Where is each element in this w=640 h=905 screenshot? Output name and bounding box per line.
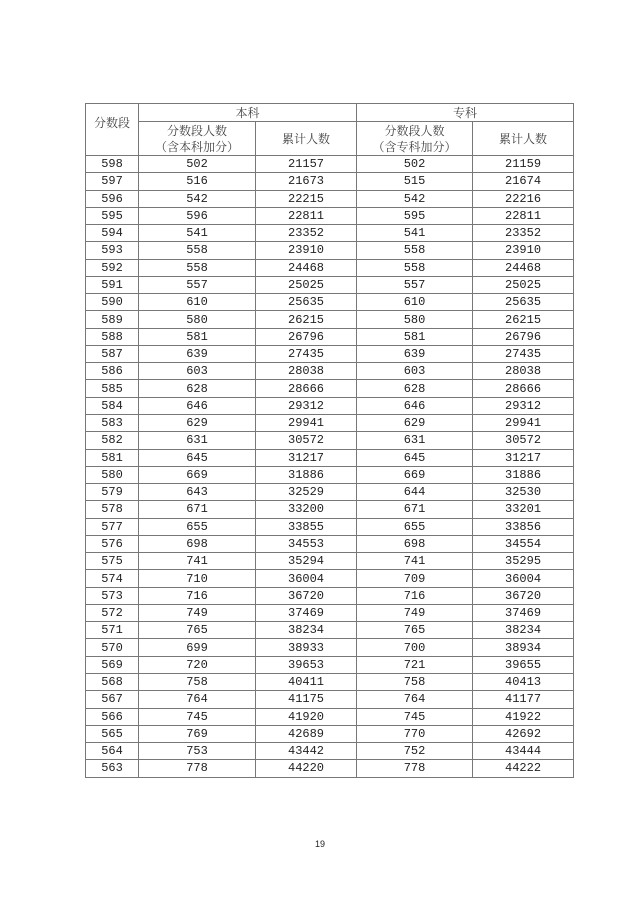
cell-score: 572 [86,604,139,621]
table-row [86,294,574,311]
cell-undergrad-count: 541 [139,225,256,242]
cell-junior-cumulative: 26215 [473,311,574,328]
cell-junior-count: 655 [357,518,473,535]
table-row [86,760,574,777]
cell-junior-cumulative: 22216 [473,190,574,207]
table-row [86,225,574,242]
cell-undergrad-count: 631 [139,432,256,449]
cell-score: 589 [86,311,139,328]
cell-junior-cumulative: 34554 [473,535,574,552]
cell-undergrad-count: 765 [139,622,256,639]
cell-undergrad-cumulative: 22811 [256,207,357,224]
cell-undergrad-count: 769 [139,725,256,742]
cell-junior-cumulative: 32530 [473,484,574,501]
cell-score: 574 [86,570,139,587]
cell-junior-cumulative: 40413 [473,673,574,690]
cell-junior-cumulative: 28038 [473,363,574,380]
cell-undergrad-cumulative: 27435 [256,345,357,362]
cell-undergrad-count: 581 [139,328,256,345]
cell-junior-cumulative: 42692 [473,725,574,742]
cell-junior-cumulative: 25635 [473,294,574,311]
cell-junior-cumulative: 21159 [473,156,574,173]
cell-junior-count: 610 [357,294,473,311]
cell-junior-count: 770 [357,725,473,742]
cell-junior-cumulative: 38234 [473,622,574,639]
cell-undergrad-count: 749 [139,604,256,621]
cell-score: 582 [86,432,139,449]
cell-junior-cumulative: 28666 [473,380,574,397]
cell-junior-count: 671 [357,501,473,518]
header-note: （含专科加分） [372,139,457,154]
table-row [86,190,574,207]
cell-score: 585 [86,380,139,397]
cell-junior-cumulative: 35295 [473,553,574,570]
cell-undergrad-cumulative: 43442 [256,743,357,760]
table-row [86,466,574,483]
cell-undergrad-cumulative: 40411 [256,673,357,690]
cell-junior-count: 628 [357,380,473,397]
header-undergrad-cumulative: 累计人数 [256,122,357,156]
header-label: 分数段人数 [166,123,227,138]
cell-junior-count: 645 [357,449,473,466]
table-row [86,553,574,570]
cell-score: 577 [86,518,139,535]
table-row [86,604,574,621]
cell-score: 588 [86,328,139,345]
cell-undergrad-count: 646 [139,397,256,414]
cell-undergrad-count: 580 [139,311,256,328]
cell-junior-cumulative: 33856 [473,518,574,535]
cell-junior-count: 557 [357,276,473,293]
cell-junior-cumulative: 39655 [473,656,574,673]
cell-undergrad-cumulative: 44220 [256,760,357,777]
cell-undergrad-cumulative: 33855 [256,518,357,535]
table-row [86,518,574,535]
cell-undergrad-count: 516 [139,173,256,190]
cell-junior-cumulative: 26796 [473,328,574,345]
table-row [86,743,574,760]
cell-junior-count: 741 [357,553,473,570]
cell-junior-count: 502 [357,156,473,173]
cell-undergrad-cumulative: 26796 [256,328,357,345]
cell-junior-cumulative: 23352 [473,225,574,242]
cell-junior-cumulative: 43444 [473,743,574,760]
table-row [86,673,574,690]
cell-score: 584 [86,397,139,414]
cell-undergrad-cumulative: 41920 [256,708,357,725]
header-junior-band-count [357,122,473,156]
cell-undergrad-cumulative: 22215 [256,190,357,207]
table-row [86,414,574,431]
cell-junior-count: 749 [357,604,473,621]
cell-score: 581 [86,449,139,466]
cell-junior-count: 758 [357,673,473,690]
cell-undergrad-cumulative: 28038 [256,363,357,380]
cell-junior-count: 558 [357,259,473,276]
cell-score: 598 [86,156,139,173]
cell-undergrad-cumulative: 31217 [256,449,357,466]
score-distribution-table [85,103,574,778]
cell-undergrad-count: 502 [139,156,256,173]
cell-undergrad-cumulative: 35294 [256,553,357,570]
table-body [86,156,574,778]
cell-undergrad-cumulative: 42689 [256,725,357,742]
cell-undergrad-count: 741 [139,553,256,570]
cell-junior-count: 542 [357,190,473,207]
cell-undergrad-count: 557 [139,276,256,293]
cell-junior-count: 778 [357,760,473,777]
table-row [86,622,574,639]
cell-undergrad-cumulative: 37469 [256,604,357,621]
cell-undergrad-count: 655 [139,518,256,535]
cell-undergrad-cumulative: 38234 [256,622,357,639]
cell-junior-count: 515 [357,173,473,190]
cell-undergrad-cumulative: 33200 [256,501,357,518]
cell-score: 586 [86,363,139,380]
cell-undergrad-cumulative: 31886 [256,466,357,483]
cell-score: 587 [86,345,139,362]
cell-undergrad-count: 710 [139,570,256,587]
cell-junior-cumulative: 31217 [473,449,574,466]
cell-junior-count: 541 [357,225,473,242]
table-row [86,570,574,587]
cell-junior-count: 745 [357,708,473,725]
cell-undergrad-cumulative: 39653 [256,656,357,673]
cell-junior-cumulative: 38934 [473,639,574,656]
cell-undergrad-cumulative: 38933 [256,639,357,656]
table-row [86,242,574,259]
cell-junior-cumulative: 36004 [473,570,574,587]
table-row [86,207,574,224]
cell-score: 565 [86,725,139,742]
cell-score: 579 [86,484,139,501]
table-row [86,691,574,708]
cell-undergrad-count: 558 [139,259,256,276]
cell-junior-cumulative: 29312 [473,397,574,414]
cell-undergrad-cumulative: 36004 [256,570,357,587]
cell-junior-count: 700 [357,639,473,656]
cell-undergrad-cumulative: 29312 [256,397,357,414]
cell-junior-cumulative: 36720 [473,587,574,604]
cell-junior-cumulative: 31886 [473,466,574,483]
cell-score: 597 [86,173,139,190]
cell-undergrad-cumulative: 28666 [256,380,357,397]
cell-junior-count: 595 [357,207,473,224]
cell-undergrad-count: 645 [139,449,256,466]
cell-undergrad-cumulative: 30572 [256,432,357,449]
cell-undergrad-cumulative: 21157 [256,156,357,173]
table-row [86,535,574,552]
cell-junior-cumulative: 33201 [473,501,574,518]
cell-junior-cumulative: 44222 [473,760,574,777]
table-row [86,276,574,293]
cell-junior-cumulative: 23910 [473,242,574,259]
cell-junior-count: 752 [357,743,473,760]
table-row [86,380,574,397]
cell-undergrad-count: 778 [139,760,256,777]
cell-undergrad-count: 764 [139,691,256,708]
cell-undergrad-count: 558 [139,242,256,259]
table-row [86,328,574,345]
cell-junior-count: 765 [357,622,473,639]
cell-undergrad-cumulative: 25025 [256,276,357,293]
cell-score: 564 [86,743,139,760]
page-number: 19 [314,839,325,849]
cell-score: 580 [86,466,139,483]
cell-score: 591 [86,276,139,293]
cell-score: 563 [86,760,139,777]
cell-junior-count: 764 [357,691,473,708]
cell-junior-cumulative: 37469 [473,604,574,621]
table-row [86,259,574,276]
cell-junior-count: 669 [357,466,473,483]
cell-score: 573 [86,587,139,604]
table-row [86,363,574,380]
cell-junior-count: 629 [357,414,473,431]
header-undergrad: 本科 [139,104,357,122]
cell-undergrad-count: 753 [139,743,256,760]
cell-undergrad-cumulative: 41175 [256,691,357,708]
cell-undergrad-count: 639 [139,345,256,362]
cell-undergrad-count: 758 [139,673,256,690]
table-row [86,345,574,362]
header-score-band: 分数段 [86,104,139,156]
cell-junior-count: 581 [357,328,473,345]
table-row [86,449,574,466]
cell-undergrad-cumulative: 26215 [256,311,357,328]
cell-score: 593 [86,242,139,259]
cell-undergrad-cumulative: 25635 [256,294,357,311]
cell-undergrad-count: 628 [139,380,256,397]
table-row [86,587,574,604]
cell-junior-count: 698 [357,535,473,552]
cell-score: 595 [86,207,139,224]
cell-undergrad-count: 720 [139,656,256,673]
table-row [86,397,574,414]
header-undergrad-band-count [139,122,256,156]
cell-junior-cumulative: 21674 [473,173,574,190]
cell-junior-count: 709 [357,570,473,587]
cell-undergrad-count: 610 [139,294,256,311]
table-row [86,156,574,173]
cell-junior-cumulative: 41177 [473,691,574,708]
cell-score: 594 [86,225,139,242]
cell-undergrad-count: 745 [139,708,256,725]
cell-undergrad-count: 671 [139,501,256,518]
cell-score: 575 [86,553,139,570]
cell-score: 567 [86,691,139,708]
cell-undergrad-cumulative: 23910 [256,242,357,259]
cell-junior-count: 716 [357,587,473,604]
table-row [86,639,574,656]
cell-score: 566 [86,708,139,725]
cell-junior-cumulative: 41922 [473,708,574,725]
cell-undergrad-count: 699 [139,639,256,656]
cell-undergrad-cumulative: 29941 [256,414,357,431]
cell-score: 578 [86,501,139,518]
cell-junior-cumulative: 30572 [473,432,574,449]
header-label: 分数段人数 [384,123,445,138]
cell-undergrad-count: 716 [139,587,256,604]
header-junior: 专科 [357,104,574,122]
table-row [86,173,574,190]
cell-score: 570 [86,639,139,656]
cell-score: 590 [86,294,139,311]
cell-score: 592 [86,259,139,276]
cell-undergrad-count: 643 [139,484,256,501]
table-row [86,725,574,742]
cell-junior-count: 639 [357,345,473,362]
table-row [86,501,574,518]
cell-junior-cumulative: 25025 [473,276,574,293]
cell-undergrad-count: 603 [139,363,256,380]
cell-junior-count: 580 [357,311,473,328]
cell-junior-count: 603 [357,363,473,380]
cell-undergrad-count: 596 [139,207,256,224]
cell-score: 568 [86,673,139,690]
cell-junior-cumulative: 22811 [473,207,574,224]
header-note: （含本科加分） [154,139,239,154]
cell-undergrad-count: 698 [139,535,256,552]
cell-undergrad-cumulative: 32529 [256,484,357,501]
cell-undergrad-count: 669 [139,466,256,483]
cell-junior-count: 646 [357,397,473,414]
cell-score: 571 [86,622,139,639]
header-junior-cumulative: 累计人数 [473,122,574,156]
table-row [86,708,574,725]
cell-undergrad-cumulative: 36720 [256,587,357,604]
cell-undergrad-count: 629 [139,414,256,431]
cell-undergrad-cumulative: 23352 [256,225,357,242]
table-row [86,484,574,501]
cell-undergrad-cumulative: 21673 [256,173,357,190]
cell-junior-count: 721 [357,656,473,673]
cell-undergrad-cumulative: 24468 [256,259,357,276]
cell-score: 596 [86,190,139,207]
cell-junior-cumulative: 24468 [473,259,574,276]
table-row [86,432,574,449]
cell-junior-cumulative: 27435 [473,345,574,362]
cell-score: 569 [86,656,139,673]
cell-junior-count: 558 [357,242,473,259]
cell-score: 576 [86,535,139,552]
cell-undergrad-count: 542 [139,190,256,207]
cell-junior-count: 644 [357,484,473,501]
table-row [86,311,574,328]
table-row [86,656,574,673]
cell-junior-count: 631 [357,432,473,449]
cell-undergrad-cumulative: 34553 [256,535,357,552]
cell-score: 583 [86,414,139,431]
cell-junior-cumulative: 29941 [473,414,574,431]
